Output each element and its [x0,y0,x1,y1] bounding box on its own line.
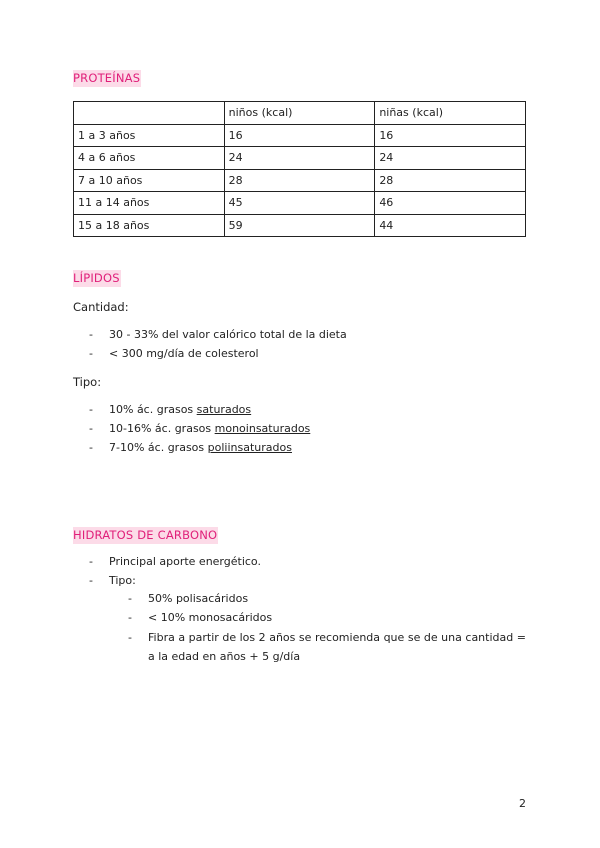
table-row [74,214,526,237]
list-item [89,345,347,364]
dash-bullet: - [89,440,93,454]
table-cell: 7 a 10 años [74,169,225,192]
list-item-term: saturados [196,403,252,416]
dash-bullet: - [89,328,93,341]
table-row [74,192,526,215]
hidratos-heading: HIDRATOS DE CARBONO [73,528,218,542]
dash-bullet: - [128,630,132,644]
list-item-text: Tipo: [109,573,136,587]
list-item-term: poliinsaturados [207,440,292,454]
page-number: 2 [519,797,526,810]
table-header-row [74,102,526,125]
table-row [74,124,526,147]
lipidos-heading: LÍPIDOS [73,271,120,285]
list-item-text: < 300 mg/día de colesterol [109,346,259,360]
list-item-prefix: 10-16% ác. grasos [109,421,215,435]
list-item-text: 50% polisacáridos [148,592,249,605]
tipo-label: Tipo: [73,375,102,389]
table-cell: 45 [224,192,375,215]
tipo-list [89,401,310,457]
list-item [89,420,310,439]
dash-bullet: - [89,573,93,587]
table-cell: 4 a 6 años [74,147,225,170]
hidratos-sublist [128,590,526,667]
dash-bullet: - [89,403,93,416]
list-item-prefix: 10% ác. grasos [109,403,197,416]
dash-bullet: - [89,346,93,360]
list-item-text: 30 - 33% del valor calórico total de la dieta [109,328,347,341]
table-header-cell: niños (kcal) [224,102,375,125]
table-cell: 28 [375,169,526,192]
list-item [128,590,526,609]
table-cell: 46 [375,192,526,215]
list-item-text: < 10% monosacáridos [148,610,273,624]
proteinas-table [73,101,526,237]
dash-bullet: - [89,421,93,435]
table-cell: 24 [375,147,526,170]
table-cell: 16 [224,124,375,147]
table-cell: 59 [224,214,375,237]
list-item-term: monoinsaturados [214,421,311,435]
dash-bullet: - [128,610,132,624]
list-item [89,572,261,591]
table-cell: 16 [375,124,526,147]
table-row [74,169,526,192]
table-cell: 24 [224,147,375,170]
table-cell: 28 [224,169,375,192]
list-item-text: Fibra a partir de los 2 años se recomienda que se de una cantidad = a la edad en años + 5 g/día [148,630,526,664]
dash-bullet: - [128,592,132,605]
list-item [128,609,526,628]
list-item [89,401,310,420]
list-item [89,326,347,345]
list-item [89,439,310,458]
list-item [128,628,526,667]
proteinas-heading: PROTEÍNAS [73,71,141,85]
table-cell: 15 a 18 años [74,214,225,237]
table-cell: 44 [375,214,526,237]
dash-bullet: - [89,555,93,568]
table-row [74,147,526,170]
cantidad-list [89,326,347,364]
table-header-cell [74,102,225,125]
list-item-prefix: 7-10% ác. grasos [109,440,208,454]
table-header-cell: niñas (kcal) [375,102,526,125]
table-cell: 1 a 3 años [74,124,225,147]
list-item-text: Principal aporte energético. [109,555,261,568]
table-cell: 11 a 14 años [74,192,225,215]
list-item [89,553,261,572]
cantidad-label: Cantidad: [73,300,129,314]
hidratos-list [89,553,261,591]
